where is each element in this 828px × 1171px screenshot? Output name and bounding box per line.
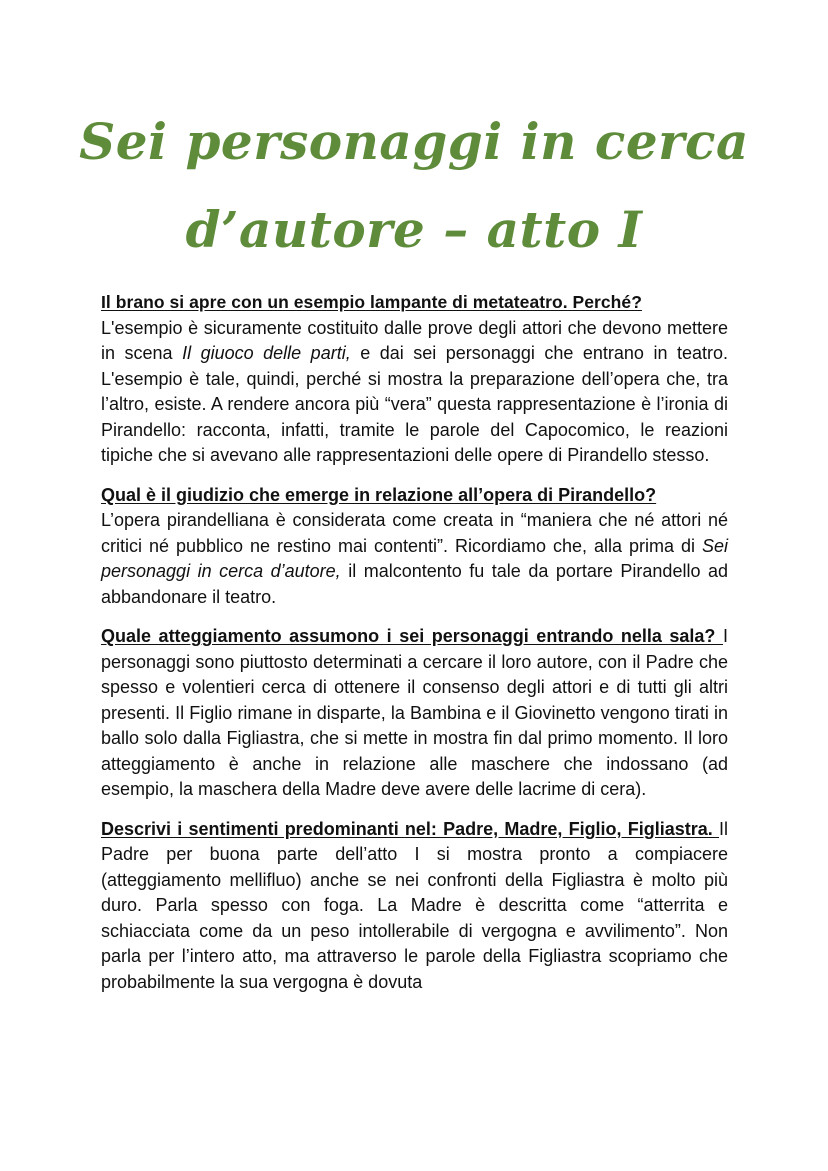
question-heading: Qual è il giudizio che emerge in relazione all’opera di Pirandello? [101,484,657,505]
answer-text: L'esempio è sicuramente costituito dalle prove degli attori che devono mettere in scena [101,317,728,363]
answer-italic-title: Sei personaggi in cerca d’autore, [101,535,728,581]
section-giudizio [101,483,728,611]
answer-italic-title: Il giuoco delle parti, [182,343,351,363]
answer-text: e dai sei personaggi che entrano in teatro. L'esempio è tale, quindi, perché si mostra la preparazione dell’opera che, tra l’altro, esiste. A rendere ancora più “vera” questa rappresentazione è l’ironia di Pirandello: racconta, infatti, tramite le parole del Capocomico, le reazioni tipiche che si avevano alle rappresentazioni delle opere di Pirandello stesso. [101,343,729,465]
section-atteggiamento [101,624,728,803]
answer-text: Il Padre per buona parte dell’atto I si mostra pronto a compiacere (atteggiamento mellifluo) anche se nei confronti della Figliastra è molto più duro. Parla spesso con foga. La Madre è descritta come “atterrita e schiacciata come da un peso intollerabile di vergogna e avvilimento”. Non parla per l’intero atto, ma attraverso le parole della Figliastra scopriamo che probabilmente la sua vergogna è dovuta [101,818,728,992]
question-heading: Quale atteggiamento assumono i sei personaggi entrando nella sala? [101,626,723,646]
answer-text: I personaggi sono piuttosto determinati a cercare il loro autore, con il Padre che spesso e volentieri cerca di ottenere il consenso degli attori e di tutti gli altri presenti. Il Figlio rimane in disparte, la Bambina e il Giovinetto vengono tirati in ballo solo dalla Figliastra, che si mette in mostra fin dal primo momento. Il loro atteggiamento è anche in relazione alle maschere che indossano (ad esempio, la maschera della Madre deve avere delle lacrime di cera). [101,626,728,799]
page-title: Sei personaggi in cerca d’autore – atto I [79,112,749,259]
question-heading: Descrivi i sentimenti predominanti nel: Padre, Madre, Figlio, Figliastra. [101,818,719,839]
answer-text: il malcontento fu tale da portare Pirandello ad abbandonare il teatro. [101,561,728,607]
section-metateatro [101,290,728,469]
document-body [101,290,728,1009]
section-sentimenti [101,817,728,996]
answer-text: L’opera pirandelliana è considerata come creata in “maniera che né attori né critici né pubblico ne restino mai contenti”. Ricordiamo che, alla prima di [101,510,728,556]
question-heading: Il brano si apre con un esempio lampante di metateatro. Perché? [101,292,642,312]
